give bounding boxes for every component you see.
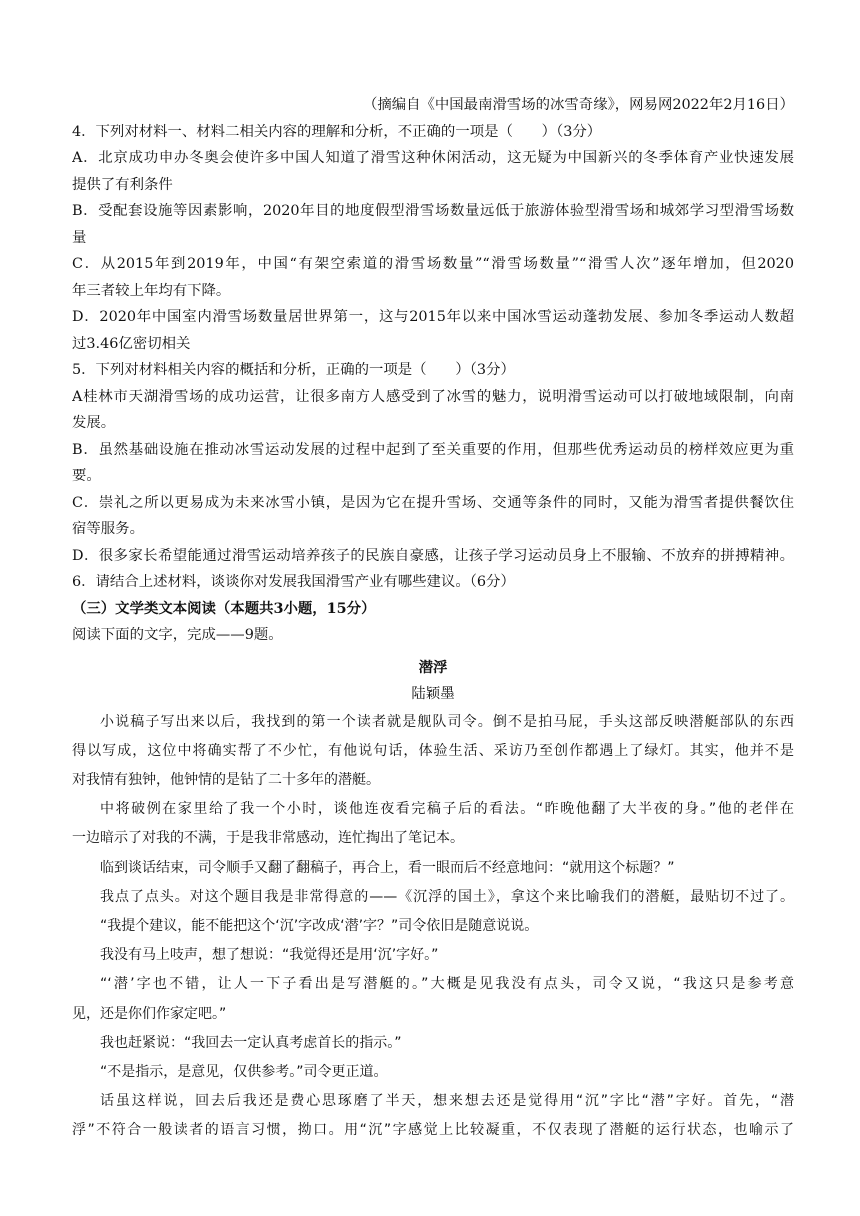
question-line: 5．下列对材料相关内容的概括和分析，正确的一项是（ ）（3分） <box>72 362 515 378</box>
story-line: 一边暗示了对我的不满，于是我非常感动，连忙掏出了笔记本。 <box>72 830 464 847</box>
story-author: 陆颖墨 <box>411 686 455 702</box>
story-line: “不是指示，是意见，仅供参考。”司令更正道。 <box>100 1063 388 1080</box>
story-line: 我没有马上吱声，想了想说：“我觉得还是用‘沉’字好。” <box>100 947 439 964</box>
story-body <box>72 708 794 1146</box>
question-line: D．2020年中国室内滑雪场数量居世界第一，这与2015年以来中国冰雪运动蓬勃发展、参加冬季运动人数超 <box>72 309 794 325</box>
question-line: 6．请结合上述材料，谈谈你对发展我国滑雪产业有哪些建议。（6分） <box>72 574 515 590</box>
questions-block <box>72 119 794 596</box>
question-line: 发展。 <box>72 415 116 431</box>
story-line: “‘潜’字也不错，让人一下子看出是写潜艇的。”大概是见我没有点头，司令又说，“我这只是参考意 <box>100 976 794 993</box>
question-line: 过3.46亿密切相关 <box>72 335 191 352</box>
story-line: 我点了点头。对这个题目我是非常得意的——《沉浮的国土》，拿这个来比喻我们的潜艇，最贴切不过了。 <box>100 888 794 905</box>
story-line: 对我情有独钟，他钟情的是钻了二十多年的潜艇。 <box>72 771 380 788</box>
question-line: 4．下列对材料一、材料二相关内容的理解和分析，不正确的一项是（ ）（3分） <box>72 123 602 140</box>
question-line: B．受配套设施等因素影响，2020年目的地度假型滑雪场数量远低于旅游体验型滑雪场和城郊学习型滑雪场数 <box>72 203 794 219</box>
question-line: B．虽然基础设施在推动冰雪运动发展的过程中起到了至关重要的作用，但那些优秀运动员的榜样效应更为重 <box>72 441 794 458</box>
story-title: 潜浮 <box>418 658 448 676</box>
story-line: 得以写成，这位中将确实帮了不少忙，有他说句话，体验生活、采访乃至创作都遇上了绿灯。其实，他并不是 <box>72 742 794 759</box>
story-line: 见，还是你们作家定吧。” <box>72 1005 227 1022</box>
story-line: “我提个建议，能不能把这个‘沉’字改成‘潜’字？”司令依旧是随意说说。 <box>100 917 539 934</box>
question-line: C．崇礼之所以更易成为未来冰雪小镇，是因为它在提升雪场、交通等条件的同时，又能为滑雪者提供餐饮住 <box>72 494 794 511</box>
question-line: C．从2015年到2019年，中国“有架空索道的滑雪场数量”“滑雪场数量”“滑雪人次”逐年增加，但2020 <box>72 256 794 272</box>
section-heading: （三）文学类文本阅读（本题共3小题，15分） <box>72 599 376 617</box>
document-page <box>72 92 794 1146</box>
story-line: 小说稿子写出来以后，我找到的第一个读者就是舰队司令。倒不是拍马屁，手头这部反映潜艇部队的东西 <box>100 713 794 730</box>
story-line: 话虽这样说，回去后我还是费心思琢磨了半天，想来想去还是觉得用“沉”字比“潜”字好。首先，“潜 <box>100 1093 794 1110</box>
question-line: A桂林市天湖滑雪场的成功运营，让很多南方人感受到了冰雪的魅力，说明滑雪运动可以打破地域限制，向南 <box>72 388 794 405</box>
question-line: 年三者较上年均有下降。 <box>72 282 231 299</box>
source-citation: （摘编自《中国最南滑雪场的冰雪奇缘》，网易网2022年2月16日） <box>362 97 794 113</box>
question-line: A．北京成功申办冬奥会使许多中国人知道了滑雪这种休闲活动，这无疑为中国新兴的冬季体育产业快速发展 <box>72 150 794 166</box>
question-line: 提供了有利条件 <box>72 176 173 193</box>
question-line: 要。 <box>72 468 101 484</box>
story-line: 浮”不符合一般读者的语言习惯，拗口。用“沉”字感觉上比较凝重，不仅表现了潜艇的运行状态，也喻示了 <box>72 1122 794 1139</box>
question-line: D．很多家长希望能通过滑雪运动培养孩子的民族自豪感，让孩子学习运动员身上不服输、不放弃的拼搏精神。 <box>72 547 794 564</box>
question-line: 宿等服务。 <box>72 521 144 537</box>
story-line: 中将破例在家里给了我一个小时，谈他连夜看完稿子后的看法。“昨晚他翻了大半夜的身。”他的老伴在 <box>100 801 794 818</box>
story-line: 临到谈话结束，司令顺手又翻了翻稿子，再合上，看一眼而后不经意地问：“就用这个标题？” <box>100 859 675 876</box>
reading-instruction: 阅读下面的文字，完成——9题。 <box>72 627 283 643</box>
question-line: 量 <box>72 229 87 246</box>
story-line: 我也赶紧说：“我回去一定认真考虑首长的指示。” <box>100 1034 402 1051</box>
